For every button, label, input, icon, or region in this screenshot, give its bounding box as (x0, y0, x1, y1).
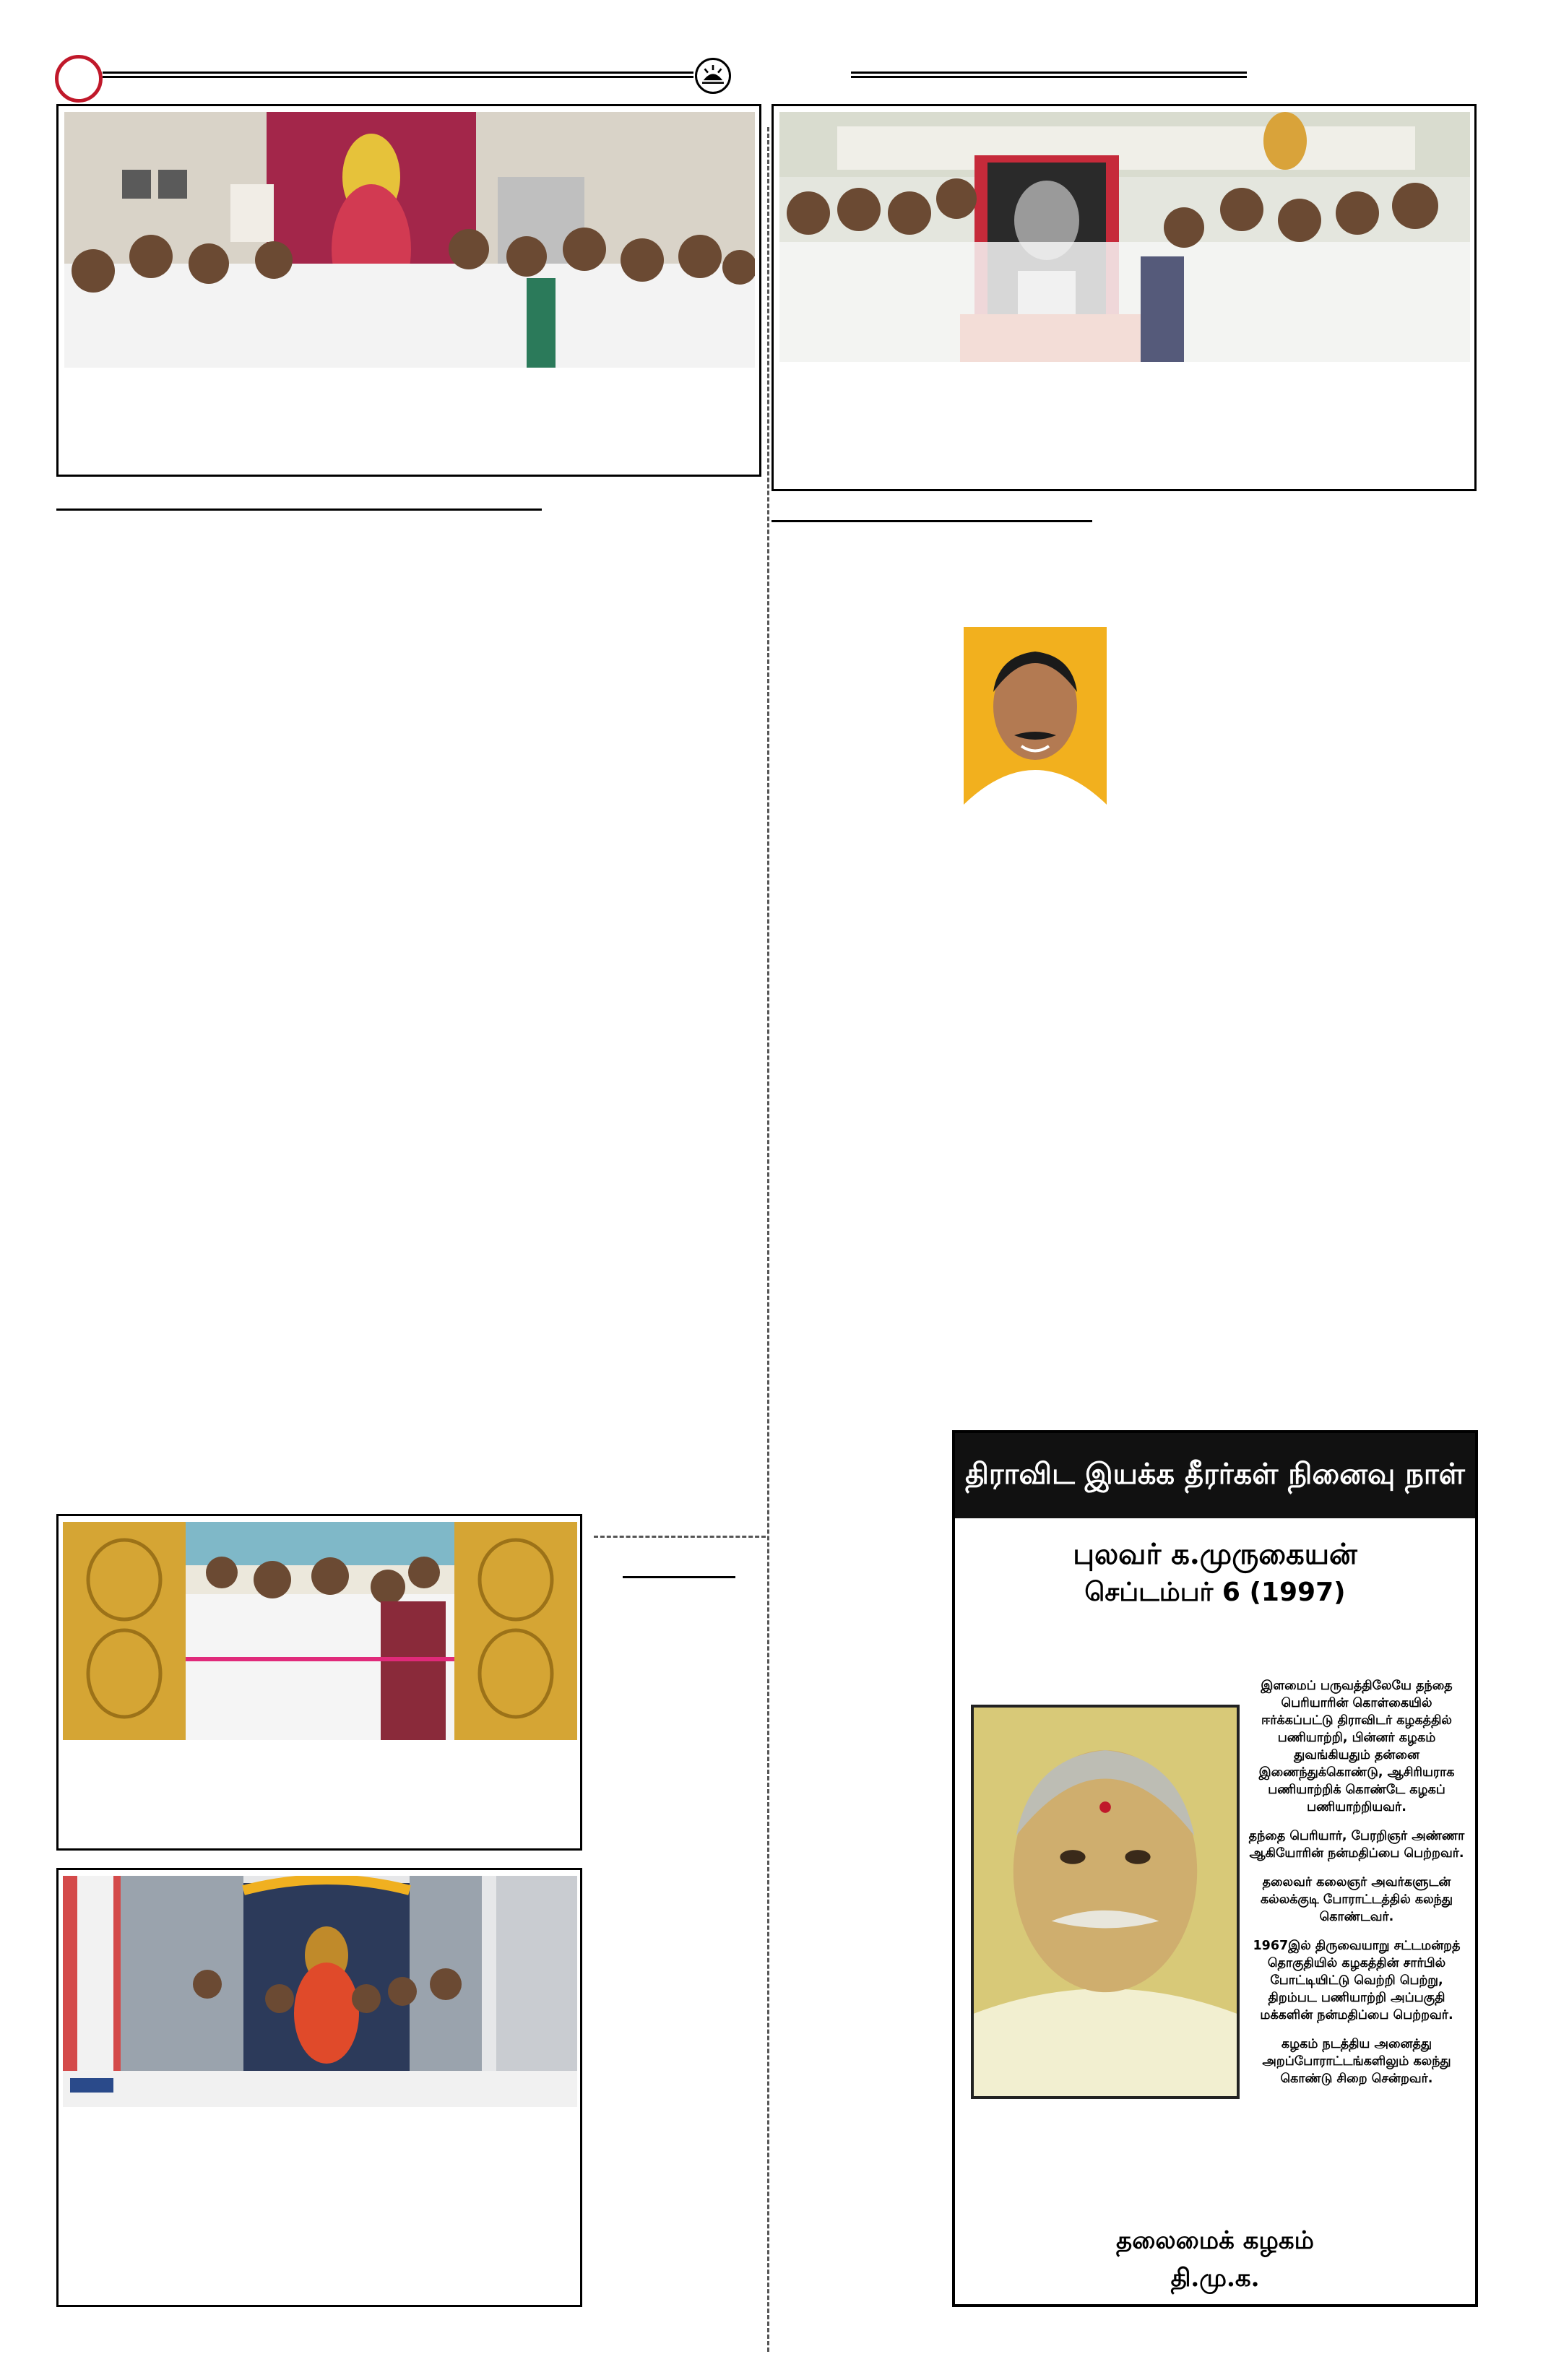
bio-paragraph: இளமைப் பருவத்திலேயே தந்தை பெரியாரின் கொள்கையில் ஈர்க்கப்பட்டு திராவிடர் கழகத்தில் பணியாற்றி, பின்னர் கழகம் துவங்கியதும் தன்னை இணைந்துக்கொண்டு, ஆசிரியராக பணியாற்றிக் கொண்டே கழகப் பணியாற்றியவர். (1258, 1679, 1455, 1814)
memorial-footer-organization: தலைமைக் கழகம் (1116, 2226, 1314, 2255)
story-photo-frame-statue-tribute (56, 104, 761, 477)
memorial-biography (1247, 1677, 1466, 2099)
memorial-person-name: புலவர் க.முருகையன் (1073, 1537, 1357, 1571)
rising-sun-logo-icon (695, 58, 731, 94)
photo-statue-garland (63, 1876, 577, 2107)
headline-rule-left (56, 509, 542, 511)
memorial-advertisement (952, 1430, 1478, 2307)
memorial-footer-party: தி.மு.க. (1170, 2264, 1260, 2293)
photo-portrait-tribute (779, 112, 1470, 362)
headline-rule-right (772, 520, 1092, 522)
bio-paragraph: 1967இல் திருவையாறு சட்டமன்றத் தொகுதியில் கழகத்தின் சார்பில் போட்டியிட்டு வெற்றி பெற்று, திறம்பட பணியாற்றி அப்பகுதி மக்களின் நன்மதிப்பை பெற்றவர். (1253, 1939, 1461, 2022)
header-rule-right (851, 72, 1247, 78)
bio-paragraph: தந்தை பெரியார், பேரறிஞர் அண்ணா ஆகியோரின் நன்மதிப்பை பெற்றவர். (1248, 1829, 1465, 1861)
header-rule-left (103, 72, 693, 78)
bio-paragraph: தலைவர் கலைஞர் அவர்களுடன் கல்லக்குடி போராட்டத்தில் கலந்து கொண்டவர். (1260, 1875, 1453, 1924)
photo-statue-tribute (64, 112, 755, 368)
photo-ribbon-cutting (63, 1522, 577, 1740)
memorial-ad-title: திராவிட இயக்க தீரர்கள் நினைவு நாள் (955, 1433, 1475, 1518)
section-dashed-rule (594, 1536, 766, 1538)
page-number-circle (55, 55, 103, 103)
story-photo-frame-portrait-tribute (772, 104, 1477, 491)
story-photo-frame-statue-garland (56, 1868, 582, 2307)
short-headline-rule (623, 1576, 735, 1578)
memorial-date: செப்டம்பர் 6 (1997) (1084, 1578, 1346, 1607)
story-photo-frame-ribbon-cutting (56, 1514, 582, 1851)
memorial-portrait (971, 1705, 1240, 2099)
bio-paragraph: கழகம் நடத்திய அனைத்து அறப்போராட்டங்களிலும் கலந்து கொண்டு சிறை சென்றவர். (1262, 2037, 1451, 2086)
column-divider (767, 127, 769, 2352)
photo-leader-mugshot (964, 627, 1107, 805)
